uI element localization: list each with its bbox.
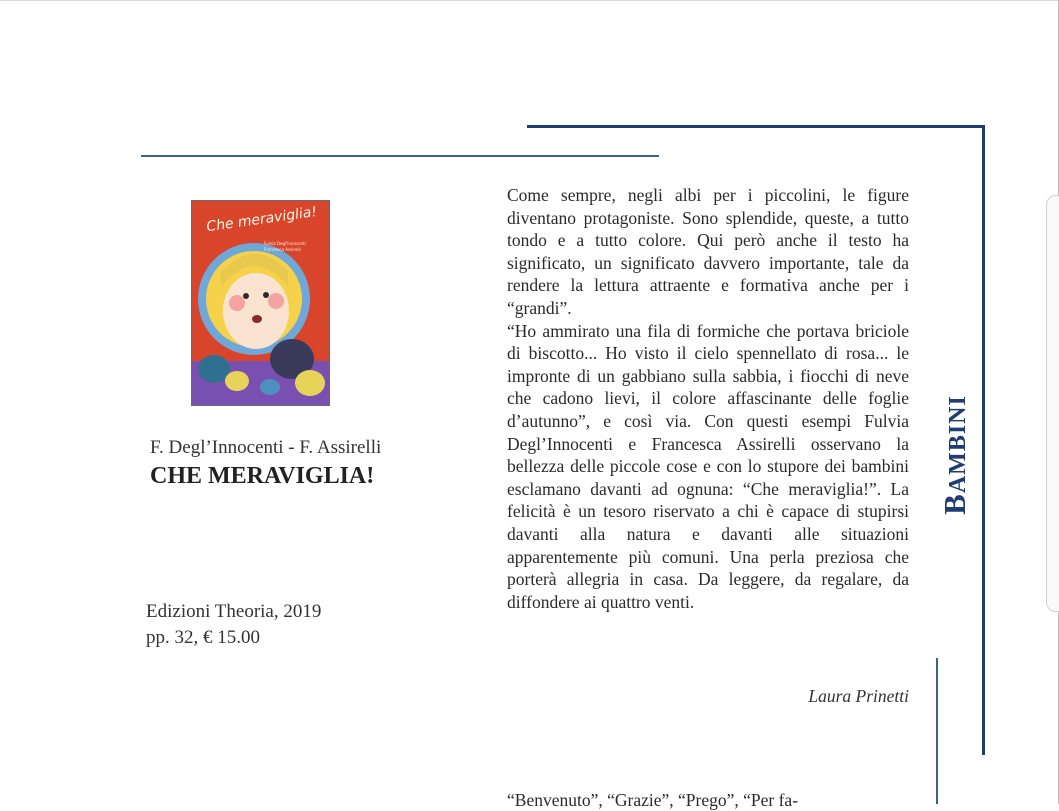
review-paragraph: Come sempre, negli albi per i piccolini, le figure diventano protagoniste. Sono splendide, queste, a tutto tondo e a tutto colore. Qui però anche il testo ha significato, un significato davvero importante, tale da rendere la lettura attraente e formativa anche per i “grandi”. xyxy=(507,185,909,318)
book-cover-image xyxy=(191,200,330,406)
left-column-rule xyxy=(141,155,659,157)
review-signature: Laura Prinetti xyxy=(808,686,909,706)
next-review-partial-text: “Benvenuto”, “Grazie”, “Prego”, “Per fa- xyxy=(507,790,799,810)
cover-authors: Fulvia Degl'Innocenti Francesca Assirelli xyxy=(264,241,306,252)
next-section-vertical-rule xyxy=(936,658,938,804)
section-label-rest: AMBINI xyxy=(945,395,971,494)
section-label-bambini xyxy=(937,395,973,515)
page-top-border xyxy=(0,0,1059,1)
right-column-top-rule xyxy=(527,125,985,128)
page-scroll-handle[interactable] xyxy=(1046,195,1059,612)
section-label-initial: B xyxy=(937,493,972,515)
review-paragraph: “Ho ammirato una fila di formiche che portava briciole di biscotto... Ho visto il cielo spennellato di rosa... le impronte di un gabbiano sulla sabbia, i fiocchi di neve che cadono lievi, il colore affascinante delle foglie d’autunno”, e così via. Con questi esempi Fulvia Degl’Innocenti e Francesca Assirelli osservano la bellezza delle piccole cose e con lo stupore dei bambini esclamano davanti ad ognuna: “Che meraviglia!”. La felicità è un tesoro riservato a chi è capace di stupirsi davanti alla natura e davanti alle situazioni apparentemente più comuni. Una perla preziosa che porterà allegria in casa. Da leggere, da regalare, da diffondere ai quattro venti. xyxy=(507,320,909,612)
book-price-pages: pp. 32, € 15.00 xyxy=(146,627,260,648)
book-publisher: Edizioni Theoria, 2019 xyxy=(146,601,322,622)
cover-title: Che meraviglia! xyxy=(205,203,318,236)
section-vertical-rule xyxy=(982,125,985,755)
book-authors: F. Degl’Innocenti - F. Assirelli xyxy=(150,437,382,458)
review-body xyxy=(507,184,909,613)
book-title: CHE MERAVIGLIA! xyxy=(150,463,375,489)
